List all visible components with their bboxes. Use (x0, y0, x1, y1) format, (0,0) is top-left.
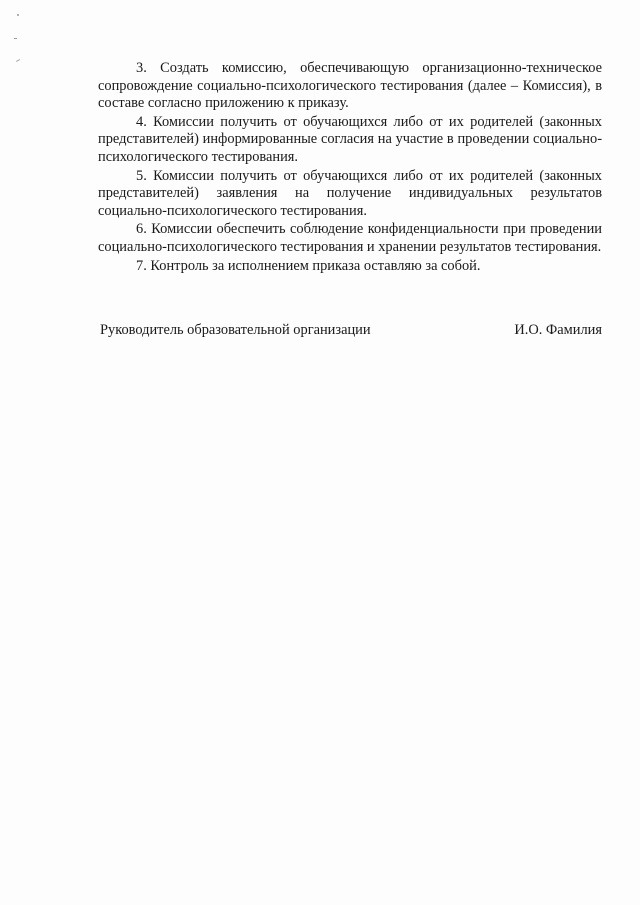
signatory-name: И.О. Фамилия (514, 322, 602, 338)
paragraph-item-3: 3. Создать комиссию, обеспечивающую организационно-техническое сопровождение социально-психологического тестирования (далее – Комиссия), в составе согласно приложению к приказу. (98, 60, 602, 112)
scan-artifact (17, 14, 19, 16)
scan-artifact (14, 38, 17, 39)
order-body (98, 60, 602, 276)
signatory-position: Руководитель образовательной организации (100, 322, 371, 338)
paragraph-item-7: 7. Контроль за исполнением приказа оставляю за собой. (136, 257, 481, 274)
paragraph-item-5: 5. Комиссии получить от обучающихся либо от их родителей (законных представителей) заявления на получение индивидуальных результатов социально-психологического тестирования. (98, 167, 602, 219)
paragraph-item-4: 4. Комиссии получить от обучающихся либо от их родителей (законных представителей) информированные согласия на участие в проведении социально-психологического тестирования. (98, 113, 602, 165)
paragraph-item-6: 6. Комиссии обеспечить соблюдение конфиденциальности при проведении социально-психологического тестирования и хранении результатов тестирования. (98, 221, 602, 255)
scan-artifact (16, 59, 20, 62)
signature-block (100, 322, 602, 339)
